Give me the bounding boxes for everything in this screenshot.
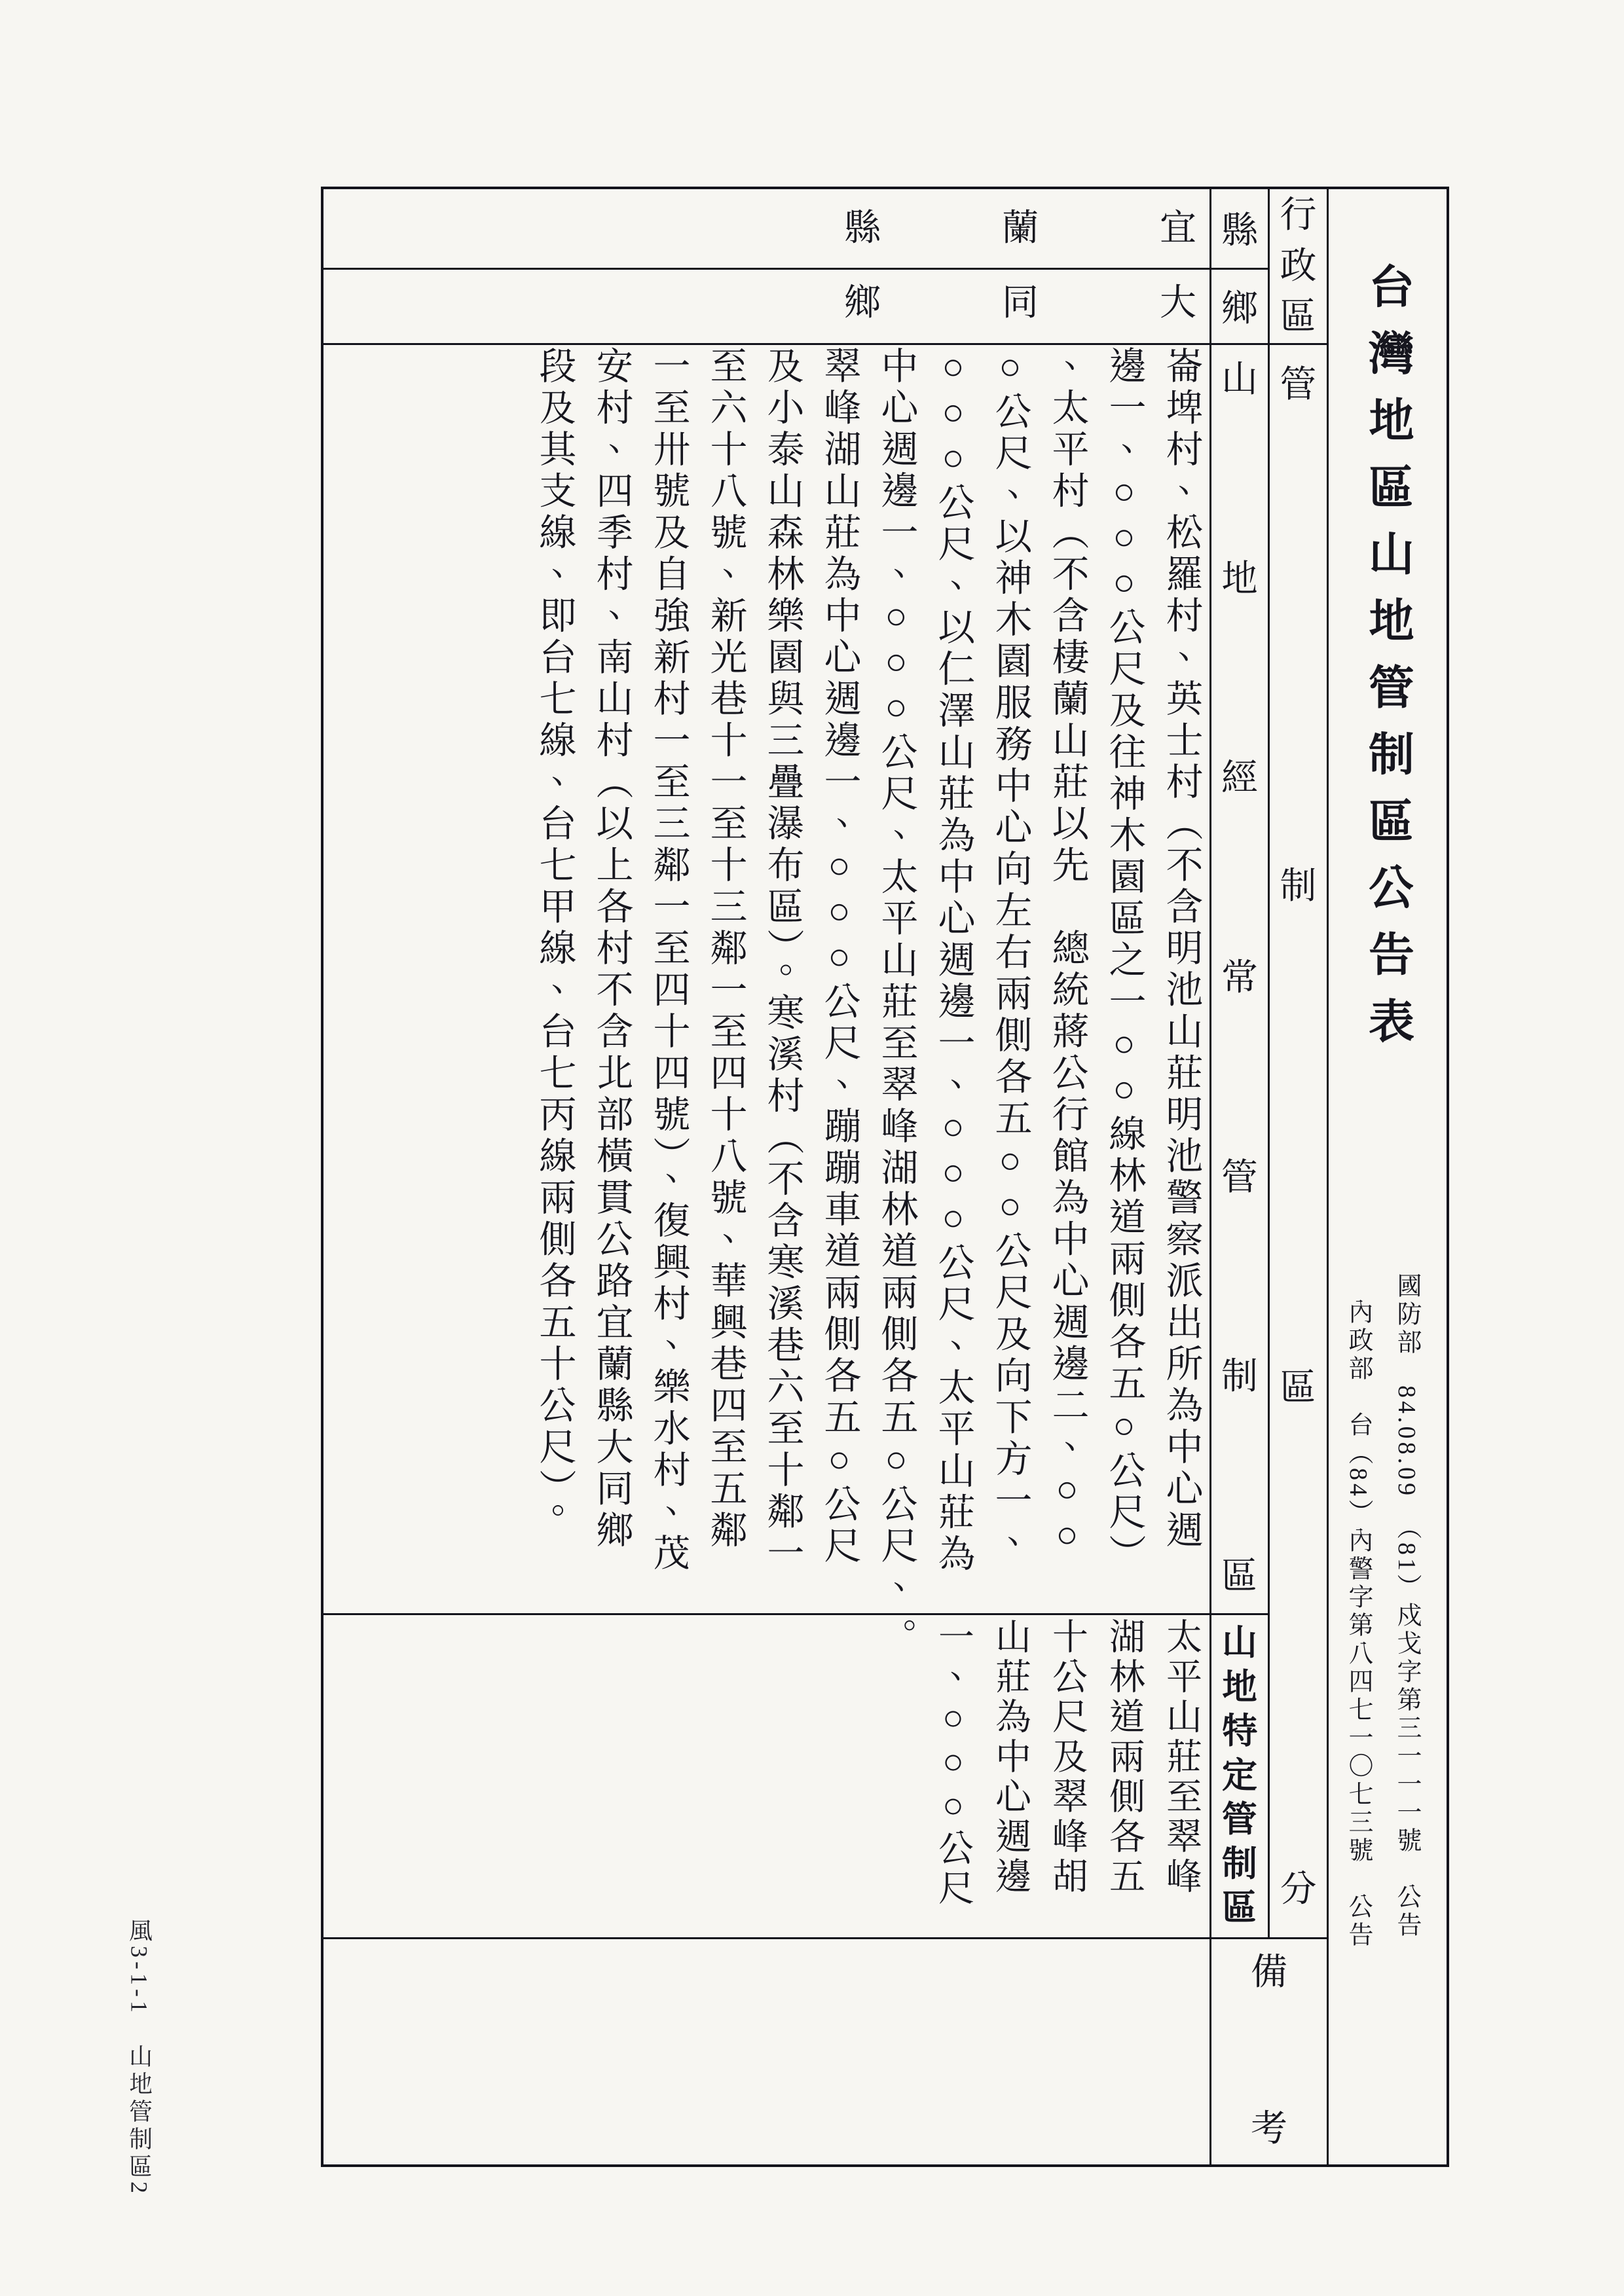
- char: 山: [1222, 1623, 1257, 1662]
- header-admin-area: [1270, 189, 1327, 343]
- char: 制: [1280, 866, 1317, 907]
- township-label-text: 鄉: [1221, 288, 1258, 329]
- gazette-line-defense: 國防部 84.08.09 （81）戍戈字第三一一一號 公告: [1393, 1273, 1420, 1940]
- special-text-column: 。: [876, 1618, 916, 1658]
- char: 同: [1002, 283, 1039, 323]
- regular-text-column: ○公尺、以神木園服務中心向左右兩側各五○○公尺及向下方一、: [989, 346, 1031, 1564]
- special-text-column: 山莊為中心週邊: [990, 1618, 1030, 1897]
- header-special-zone: [1211, 1613, 1268, 1937]
- char: 管: [1280, 365, 1317, 405]
- char: 特: [1222, 1711, 1257, 1751]
- char: 行: [1280, 195, 1317, 236]
- char: 經: [1221, 758, 1258, 799]
- char: 區: [1222, 1888, 1257, 1927]
- divider-header-band: [323, 343, 1329, 345]
- char: 宜: [1160, 208, 1196, 249]
- char: 定: [1222, 1755, 1257, 1795]
- char: 管: [1222, 1800, 1257, 1839]
- char: 地: [1221, 558, 1258, 600]
- regular-text-column: 崙埤村、松羅村、英士村（不含明池山莊明池警察派出所為中心週: [1160, 346, 1202, 1552]
- char: 區: [1280, 297, 1317, 337]
- special-text-column: 湖林道兩側各五: [1104, 1618, 1144, 1897]
- char: 備: [1251, 1952, 1287, 1993]
- gazette-annotations: [1334, 1273, 1431, 1950]
- char: 鄉: [844, 283, 881, 323]
- header-township-label: [1211, 269, 1268, 342]
- char: 分: [1280, 1869, 1317, 1910]
- special-text-column: 太平山莊至翠峰: [1161, 1618, 1201, 1897]
- county-value: [844, 194, 1196, 263]
- char: 區: [1221, 1556, 1258, 1597]
- divider-special-remarks: [323, 1937, 1329, 1939]
- regular-text-column: 一至卅號及自強新村一至三鄰一至四十四號）、復興村、樂水村、茂: [648, 346, 689, 1575]
- regular-text-column: 段及其支線、即台七線、台七甲線、台七丙線兩側各五十公尺）。: [534, 346, 575, 1533]
- regular-text-column: 中心週邊一、○○○公尺、太平山莊至翠峰湖林道兩側各五○公尺、: [876, 346, 917, 1609]
- regular-text-column: 安村、四季村、南山村（以上各村不含北部橫貫公路宜蘭縣大同鄉: [591, 346, 632, 1552]
- regular-text-column: 翠峰湖山莊為中心週邊一、○○○公尺、蹦蹦車道兩側各五○公尺: [819, 346, 860, 1568]
- header-regular-zone: [1211, 343, 1268, 1613]
- township-value: [844, 269, 1196, 337]
- char: 考: [1251, 2109, 1287, 2149]
- regular-text-column: 至六十八號、新光巷十一至十三鄰一至四十八號、華興巷四至五鄰: [705, 346, 746, 1552]
- char: 蘭: [1002, 208, 1039, 249]
- char: 管: [1221, 1157, 1258, 1198]
- char: 制: [1221, 1357, 1258, 1398]
- char: 常: [1221, 957, 1258, 998]
- header-county-label: [1211, 189, 1268, 266]
- gazette-line-interior: 內政部 台（84）內警字第八四七一〇七三號 公告: [1344, 1299, 1372, 1950]
- regular-text-column: 及小泰山森林樂園與三疊瀑布區）。寒溪村（不含寒溪巷六至十鄰一: [762, 346, 803, 1575]
- title-strip: [1327, 189, 1447, 2164]
- char: 大: [1160, 283, 1196, 323]
- county-label-text: 縣: [1221, 211, 1258, 251]
- divider-regular-special: [323, 1613, 1270, 1615]
- char: 政: [1280, 246, 1317, 287]
- char: 縣: [844, 208, 881, 249]
- table-frame: [321, 187, 1449, 2167]
- regular-text-column: 邊一、○○○公尺及往神木園區之一○○線林道兩側各五○公尺）: [1103, 346, 1145, 1576]
- char: 山: [1221, 359, 1258, 400]
- page-title: 台灣地區山地管制區公告表: [1361, 263, 1412, 1064]
- char: 區: [1280, 1368, 1317, 1408]
- regular-zone-description: [515, 346, 1209, 1610]
- char: 地: [1222, 1667, 1257, 1707]
- char: 制: [1222, 1844, 1257, 1884]
- special-text-column: 一、○○○公尺: [933, 1618, 973, 1909]
- regular-text-column: ○○○公尺、以仁澤山莊為中心週邊一、○○○公尺、太平山莊為: [932, 346, 974, 1576]
- special-text-column: 十公尺及翠峰胡: [1047, 1618, 1087, 1897]
- header-remarks: [1211, 1937, 1327, 2164]
- regular-text-column: 、太平村（不含棲蘭山莊以先 總統蔣公行館為中心週邊二、○○: [1046, 346, 1088, 1560]
- page-label: 風3-1-1 山地管制區2: [126, 1918, 153, 2197]
- special-zone-description: [843, 1618, 1209, 1936]
- header-zone-classification: [1270, 343, 1327, 1937]
